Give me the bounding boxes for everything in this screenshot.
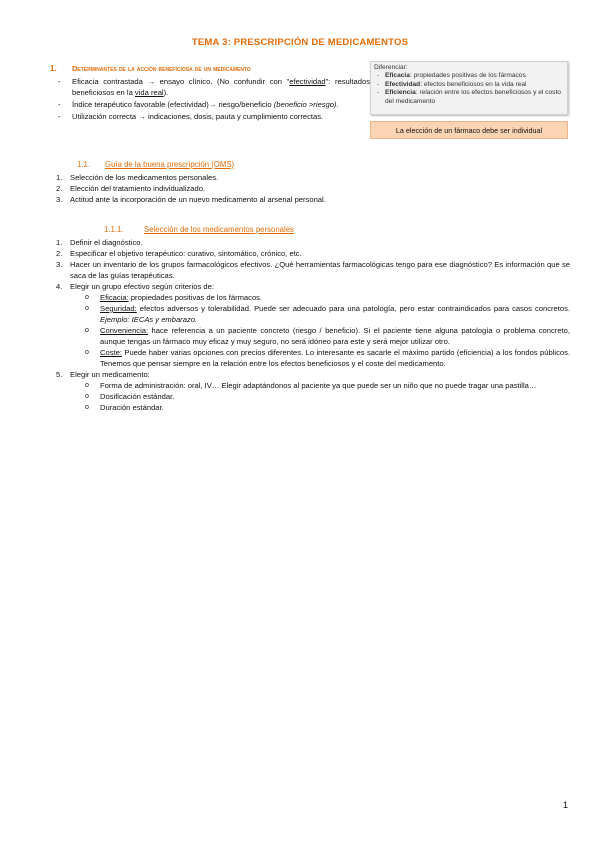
selection-list <box>50 237 570 413</box>
medication-item: o Forma de administración: oral, IV… Elegir adaptándonos al paciente ya que puede ser un niño que no puede tragar una pastilla… <box>85 381 537 390</box>
medication-item: o Dosificación estándar. <box>85 392 175 401</box>
determinants-list <box>50 76 370 123</box>
list-item: - Eficacia contrastada → ensayo clínico. (No confundir con "efectividad": resultados beneficiosos en la vida real). <box>58 77 371 97</box>
box-row: - Eficacia: propiedades positivas de los fármacos <box>377 72 526 80</box>
criteria-item: o Conveniencia: hace referencia a un paciente concreto (riesgo / beneficio). Si el paciente tiene alguna patología o problema concreto, aunque tengas un fármaco muy eficaz y muy seguro, no será idóneo para este y será mejor utilizar otro. <box>85 326 570 346</box>
box-row: - Efectividad: efectos beneficiosos en la vida real <box>377 80 527 88</box>
list-item: - Índice terapéutico favorable (efectividad)→ riesgo/beneficio (beneficio >riesgo). <box>58 100 339 109</box>
criteria-item: o Seguridad: efectos adversos y tolerabilidad. Puede ser adecuado para una patología, pero estar contraindicados para casos concretos. Ejemplo: IECAs y embarazo. <box>85 304 570 324</box>
page-title: TEMA 3: PRESCRIPCIÓN DE MEDICAMENTOS <box>191 37 409 48</box>
list-item: 1. Selección de los medicamentos personales. <box>56 173 219 182</box>
list-item: - Utilización correcta → indicaciones, dosis, pauta y cumplimiento correctas. <box>58 112 324 121</box>
section-number: 1. <box>50 64 57 73</box>
box-row: - Eficiencia: relación entre los efectos beneficiosos y el costo del medicamento <box>377 89 561 105</box>
list-item: 3. Hacer un inventario de los grupos farmacológicos efectivos. ¿Qué herramientas farmacológicas tengo para ese diagnóstico? Es información que se saca de las guías terapéuticas. <box>56 260 570 280</box>
differentiate-box <box>370 61 568 115</box>
section-title: Determinantes de la acción beneficiosa de un medicamento <box>72 64 251 73</box>
list-item: 2. Elección del tratamiento individualizado. <box>56 184 206 193</box>
criteria-item: o Eficacia: propiedades positivas de los fármacos. <box>85 293 263 302</box>
list-item: 4. Elegir un grupo efectivo según criterios de: <box>56 282 214 291</box>
list-item: 5. Elegir un medicamento: <box>56 370 150 379</box>
list-item: 2. Especificar el objetivo terapéutico: curativo, sintomático, crónico, etc. <box>56 249 302 258</box>
medication-item: o Duración estándar. <box>85 403 164 412</box>
note-box: La elección de un fármaco debe ser individual <box>370 121 568 139</box>
box-heading: Diferenciar: <box>374 64 408 71</box>
prescription-guide-list <box>50 172 570 205</box>
page-number: 1 <box>562 800 568 810</box>
list-item: 1. Definir el diagnóstico. <box>56 238 143 247</box>
criteria-item: o Coste: Puede haber varias opciones con precios diferentes. Lo interesante es sacarle el máximo partido (eficiencia) a los fondos públicos. Tenemos que pensar siempre en la relación entre los efectos beneficiosos y el coste del medicamento. <box>85 348 570 368</box>
list-item: 3. Actitud ante la incorporación de un nuevo medicamento al arsenal personal. <box>56 195 326 204</box>
